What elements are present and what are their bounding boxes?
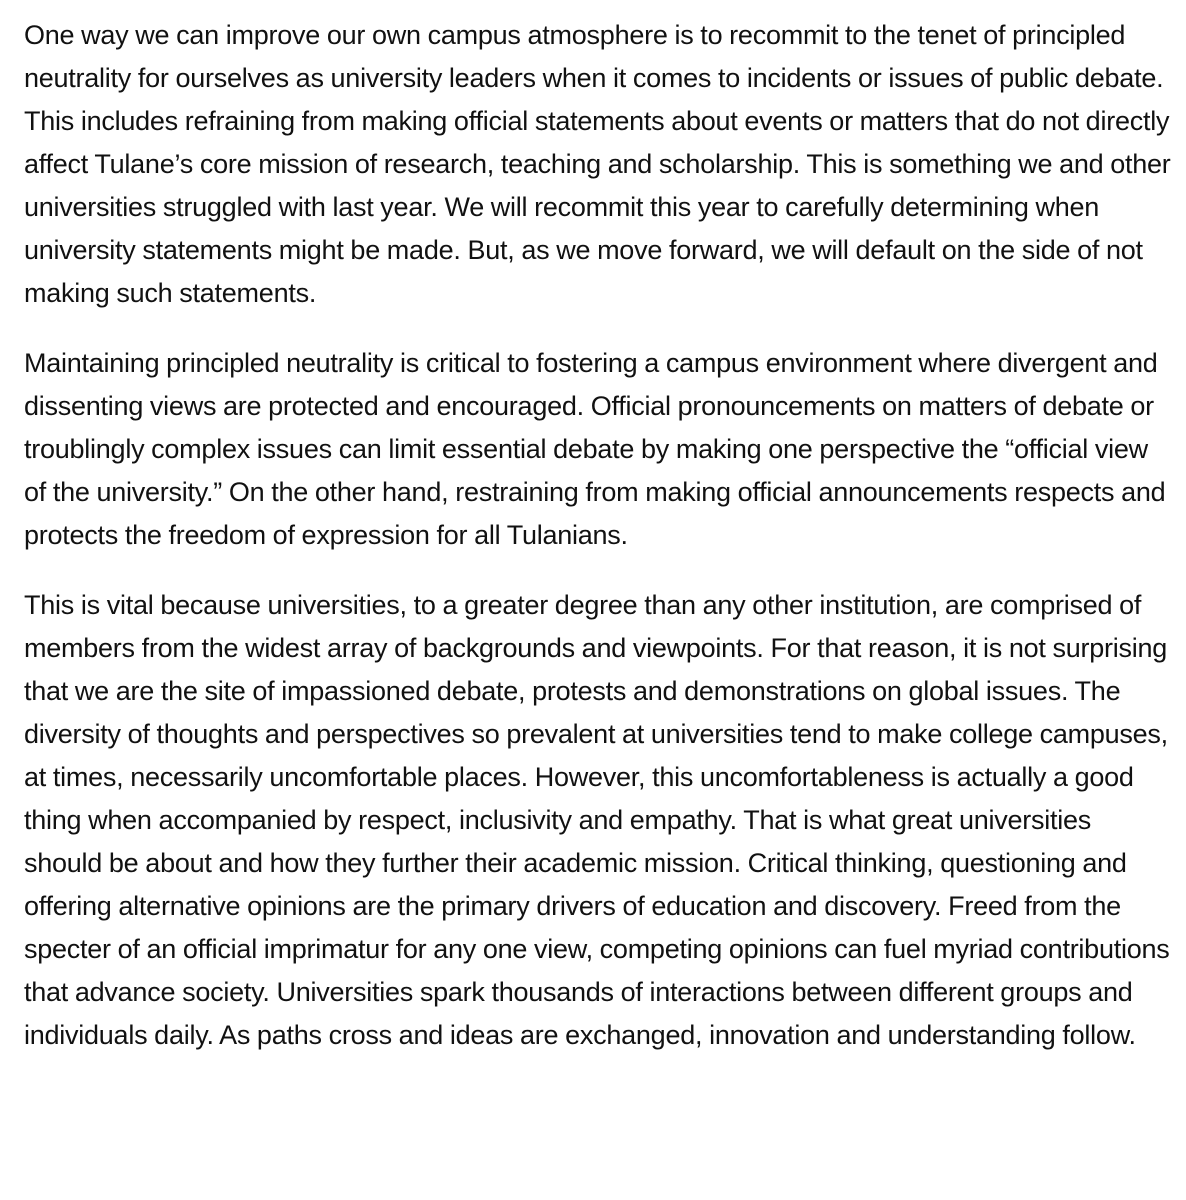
paragraph-university-diversity: This is vital because universities, to a greater degree than any other institution, are comprised of members from the widest array of backgrounds and viewpoints. For that reason, it is not surprising that we are the site of impassioned debate, protests and demonstrations on global issues. The diversity of thoughts and perspectives so prevalent at universities tend to make college campuses, at times, necessarily uncomfortable places. However, this uncomfortableness is actually a good thing when accompanied by respect, inclusivity and empathy. That is what great universities should be about and how they further their academic mission. Critical thinking, questioning and offering alternative opinions are the primary drivers of education and discovery. Freed from the specter of an official imprimatur for any one view, competing opinions can fuel myriad contributions that advance society. Universities spark thousands of interactions between different groups and individuals daily. As paths cross and ideas are exchanged, innovation and understanding follow. (24, 590, 1170, 1050)
paragraph-principled-neutrality-recommitment: One way we can improve our own campus atmosphere is to recommit to the tenet of principled neutrality for ourselves as university leaders when it comes to incidents or issues of public debate. This includes refraining from making official statements about events or matters that do not directly affect Tulane’s core mission of research, teaching and scholarship. This is something we and other universities struggled with last year. We will recommit this year to carefully determining when university statements might be made. But, as we move forward, we will default on the side of not making such statements. (24, 20, 1171, 308)
paragraph-neutrality-importance: Maintaining principled neutrality is critical to fostering a campus environment where divergent and dissenting views are protected and encouraged. Official pronouncements on matters of debate or troublingly complex issues can limit essential debate by making one perspective the “official view of the university.” On the other hand, restraining from making official announcements respects and protects the freedom of expression for all Tulanians. (24, 348, 1166, 550)
